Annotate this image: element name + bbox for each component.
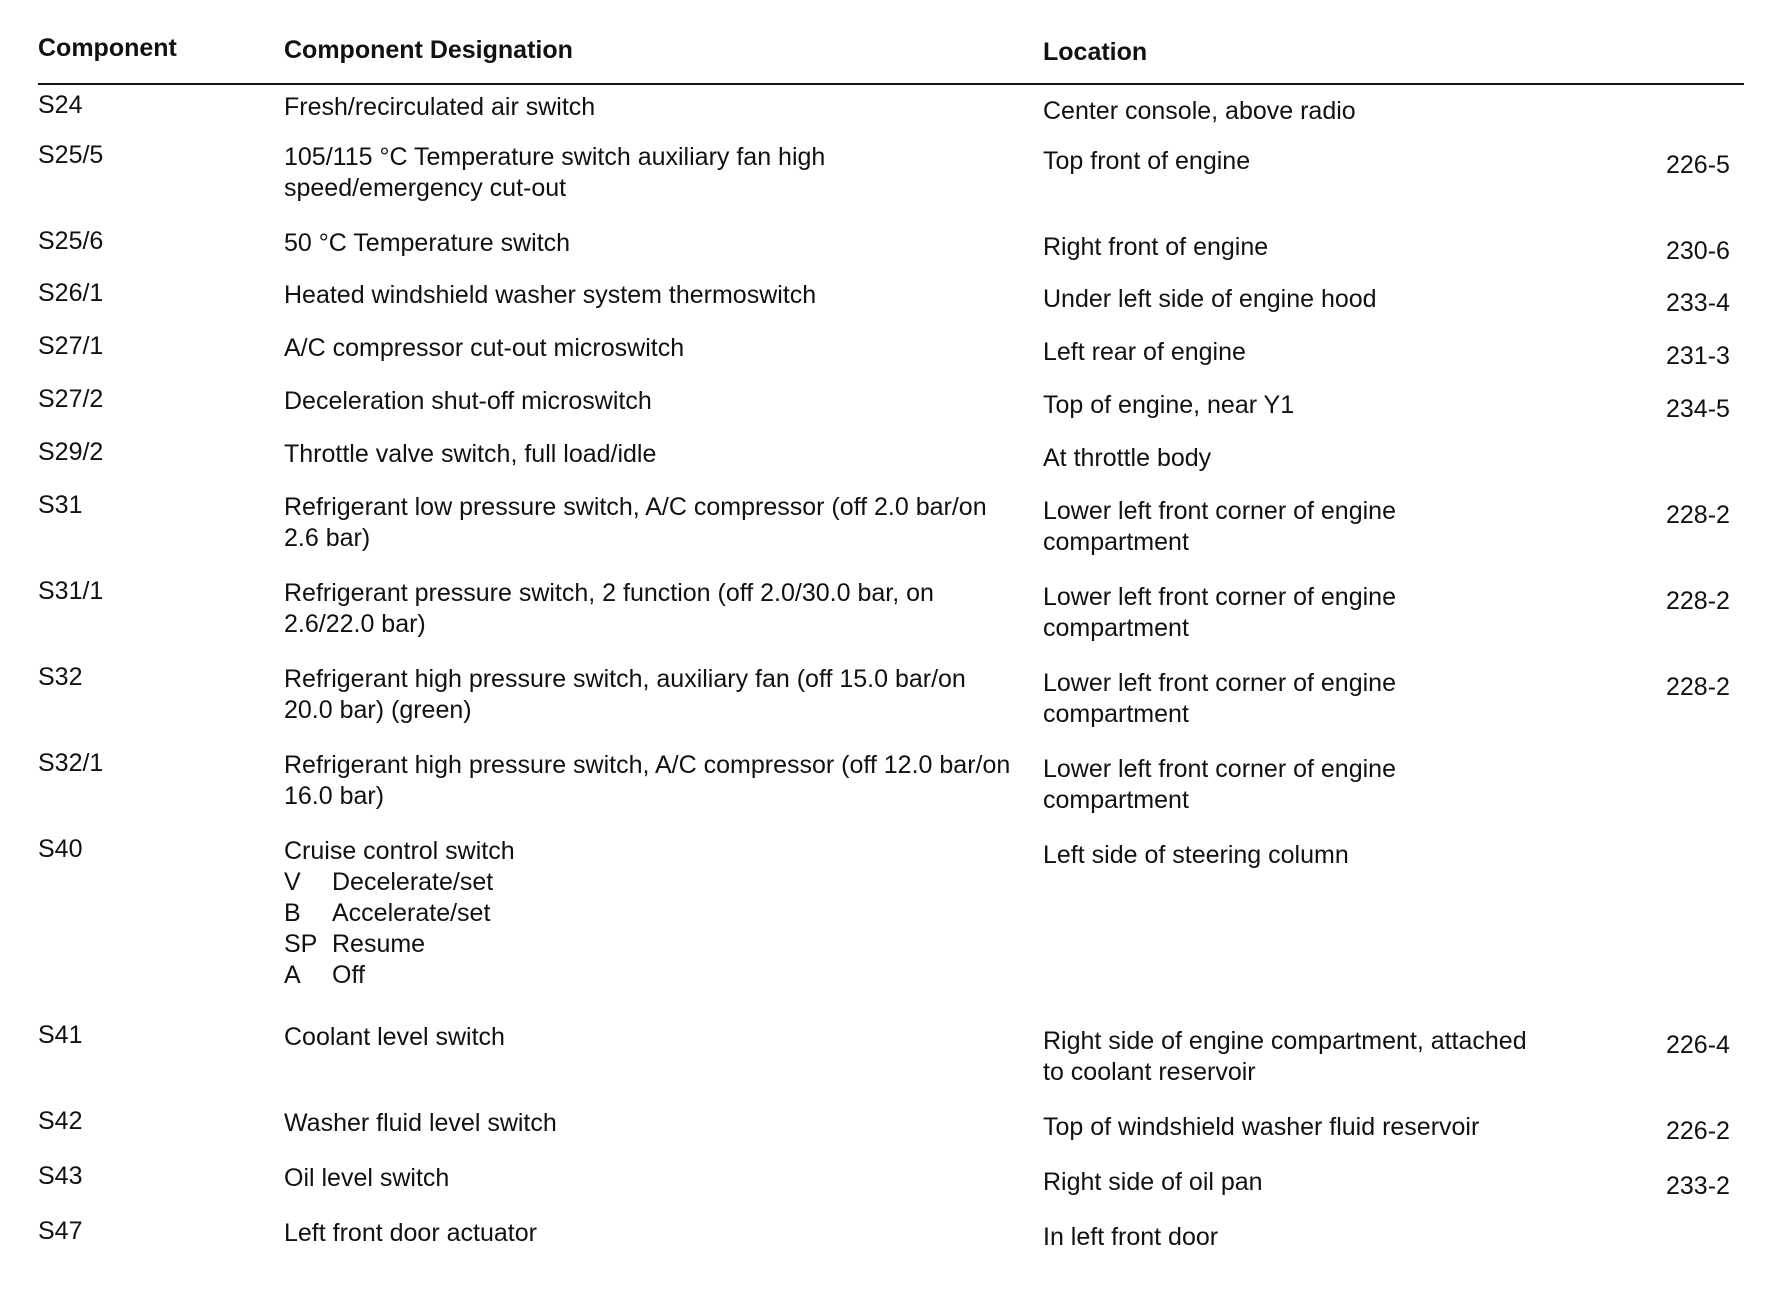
table-row (0, 226, 1792, 278)
cell-component: S31 (38, 491, 83, 519)
cell-location: In left front door (1043, 1223, 1219, 1251)
cell-component: S31/1 (38, 577, 104, 605)
cell-designation: Fresh/recirculated air switch (284, 93, 596, 121)
cell-designation: Cruise control switch (284, 837, 515, 865)
sub-item-label: Off (332, 961, 365, 989)
cell-component: S25/6 (38, 227, 104, 255)
cell-component: S40 (38, 835, 83, 863)
cell-designation: Refrigerant low pressure switch, A/C compressor (off 2.0 bar/on 2.6 bar) (284, 493, 987, 552)
table-row (0, 1161, 1792, 1216)
sub-item (284, 867, 1019, 898)
sub-item (284, 898, 1019, 929)
sub-item-code: A (284, 961, 301, 989)
cell-designation: Coolant level switch (284, 1023, 505, 1051)
cell-designation: 105/115 °C Temperature switch auxiliary fan high speed/emergency cut-out (284, 143, 826, 202)
cell-ref: 233-4 (1666, 289, 1730, 317)
cell-designation: Left front door actuator (284, 1219, 537, 1247)
cell-component: S27/2 (38, 385, 104, 413)
cell-location: Top front of engine (1043, 147, 1251, 175)
cell-designation: Heated windshield washer system thermoswitch (284, 281, 817, 309)
sub-item-label: Resume (332, 930, 426, 958)
cell-location: Right side of oil pan (1043, 1168, 1263, 1196)
cell-location: Lower left front corner of engine compartment (1043, 497, 1396, 556)
sub-item-label: Accelerate/set (332, 899, 491, 927)
cell-ref: 233-2 (1666, 1172, 1730, 1200)
table-body (0, 90, 1792, 1271)
cell-component: S43 (38, 1162, 83, 1190)
table-row (0, 384, 1792, 437)
sub-item-code: SP (284, 930, 318, 958)
cell-component: S42 (38, 1107, 83, 1135)
cell-designation: Throttle valve switch, full load/idle (284, 440, 657, 468)
table-row (0, 140, 1792, 226)
table-row (0, 834, 1792, 1020)
table-row (0, 662, 1792, 748)
cell-designation: Refrigerant pressure switch, 2 function (off 2.0/30.0 bar, on 2.6/22.0 bar) (284, 579, 934, 638)
table-row (0, 1020, 1792, 1106)
header-component: Component (38, 34, 177, 62)
cell-location: Top of windshield washer fluid reservoir (1043, 1113, 1480, 1141)
table-row (0, 278, 1792, 331)
cell-ref: 226-5 (1666, 151, 1730, 179)
cell-designation-group (284, 836, 1019, 991)
cell-location: Right side of engine compartment, attached to coolant reservoir (1043, 1027, 1527, 1086)
cell-component: S27/1 (38, 332, 104, 360)
cell-component: S32/1 (38, 749, 104, 777)
cell-ref: 234-5 (1666, 395, 1730, 423)
sub-item-code: B (284, 899, 301, 927)
cell-ref: 226-4 (1666, 1031, 1730, 1059)
cell-designation: Oil level switch (284, 1164, 450, 1192)
cell-component: S26/1 (38, 279, 104, 307)
sub-item-code: V (284, 868, 301, 896)
table-row (0, 331, 1792, 384)
sub-item (284, 929, 1019, 960)
cell-component: S24 (38, 91, 83, 119)
cell-component: S29/2 (38, 438, 104, 466)
cell-ref: 228-2 (1666, 501, 1730, 529)
header-location: Location (1043, 38, 1148, 66)
cell-location: At throttle body (1043, 444, 1212, 472)
sub-item-label: Decelerate/set (332, 868, 494, 896)
header-rule (38, 83, 1744, 85)
cell-designation: 50 °C Temperature switch (284, 229, 571, 257)
cell-ref: 228-2 (1666, 673, 1730, 701)
cell-location: Top of engine, near Y1 (1043, 391, 1295, 419)
cell-component: S41 (38, 1021, 83, 1049)
table-row (0, 748, 1792, 834)
cell-ref: 230-6 (1666, 237, 1730, 265)
cell-component: S47 (38, 1217, 83, 1245)
cell-location: Lower left front corner of engine compartment (1043, 755, 1396, 814)
cell-location: Left rear of engine (1043, 338, 1246, 366)
cell-location: Left side of steering column (1043, 841, 1349, 869)
cell-designation: Refrigerant high pressure switch, auxiliary fan (off 15.0 bar/on 20.0 bar) (green) (284, 665, 966, 724)
cell-designation: Refrigerant high pressure switch, A/C compressor (off 12.0 bar/on 16.0 bar) (284, 751, 1011, 810)
sub-item (284, 960, 1019, 991)
cell-designation: A/C compressor cut-out microswitch (284, 334, 685, 362)
cell-designation: Washer fluid level switch (284, 1109, 557, 1137)
cell-component: S32 (38, 663, 83, 691)
table-row (0, 1106, 1792, 1161)
cell-location: Center console, above radio (1043, 97, 1356, 125)
cell-location: Lower left front corner of engine compartment (1043, 583, 1396, 642)
table-row (0, 90, 1792, 140)
cell-ref: 231-3 (1666, 342, 1730, 370)
cell-component: S25/5 (38, 141, 104, 169)
cell-ref: 226-2 (1666, 1117, 1730, 1145)
table-row (0, 437, 1792, 490)
table-header (0, 24, 1792, 84)
table-row (0, 490, 1792, 576)
table-row (0, 1216, 1792, 1271)
cell-ref: 228-2 (1666, 587, 1730, 615)
table-row (0, 576, 1792, 662)
cell-designation: Deceleration shut-off microswitch (284, 387, 652, 415)
header-designation: Component Designation (284, 36, 573, 64)
cell-location: Lower left front corner of engine compartment (1043, 669, 1396, 728)
cell-location: Under left side of engine hood (1043, 285, 1377, 313)
cell-location: Right front of engine (1043, 233, 1269, 261)
